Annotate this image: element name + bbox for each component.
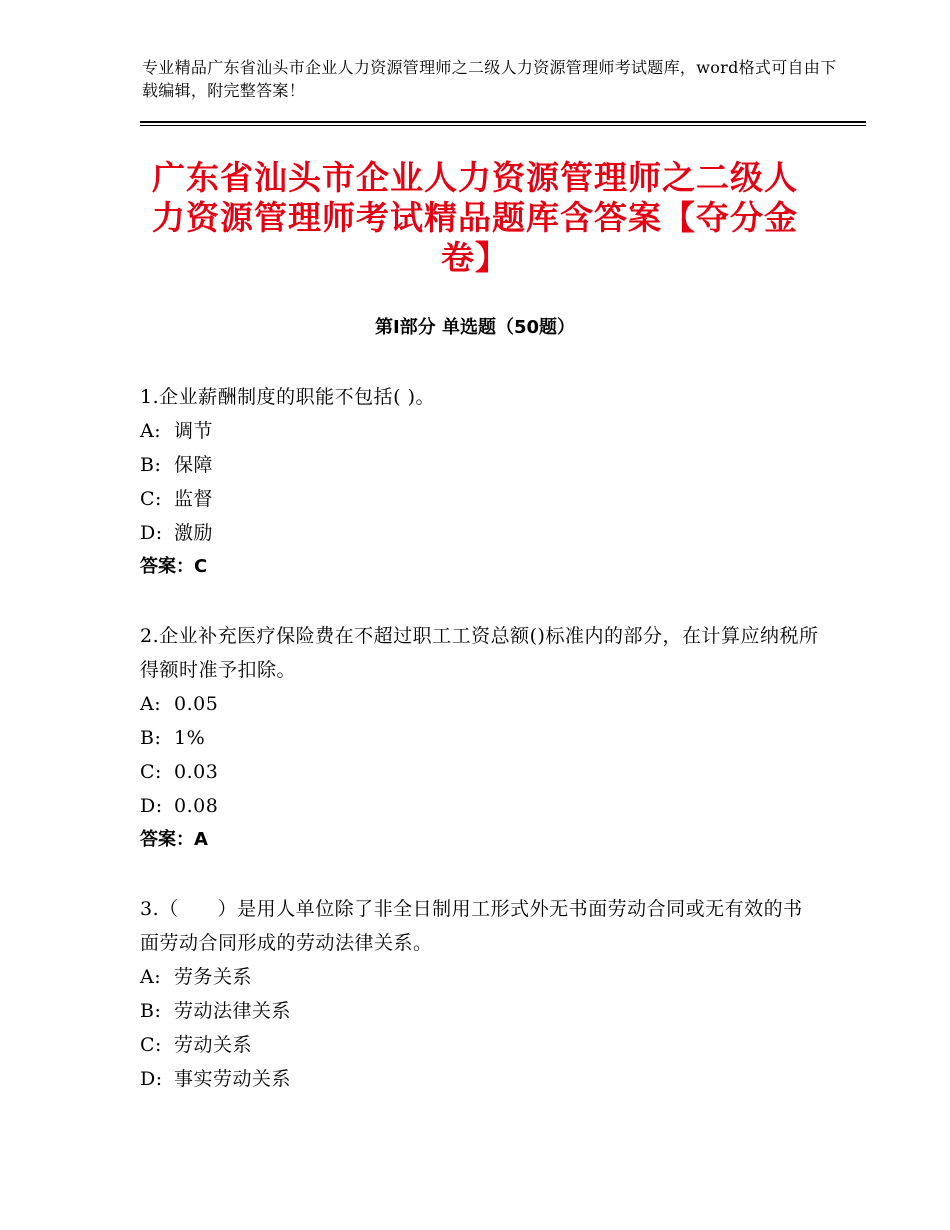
option-c (140, 482, 820, 516)
question-stem: 2.企业补充医疗保险费在不超过职工工资总额()标准内的部分，在计算应纳税所得额时准予扣除。 (140, 625, 819, 681)
header-note: 专业精品广东省汕头市企业人力资源管理师之二级人力资源管理师考试题库，word格式可自由下载编辑，附完整答案！ (142, 58, 837, 100)
option-text: 劳动关系 (174, 1034, 253, 1056)
section-heading: 第Ⅰ部分 单选题（50题） (374, 317, 575, 338)
option-text: 劳务关系 (174, 966, 253, 988)
option-b (140, 721, 820, 755)
option-text: 0.03 (174, 761, 219, 783)
option-a (140, 414, 820, 448)
option-key: D: (140, 795, 163, 817)
option-text: 调节 (174, 420, 214, 442)
question-stem: 3.（ ）是用人单位除了非全日制用工形式外无书面劳动合同或无有效的书面劳动合同形成的劳动法律关系。 (140, 898, 803, 954)
option-b (140, 448, 820, 482)
option-a (140, 687, 820, 721)
option-d (140, 1062, 820, 1096)
option-text: 事实劳动关系 (174, 1068, 292, 1090)
option-key: B: (140, 454, 162, 476)
option-key: A: (140, 966, 162, 988)
header-divider-thin (140, 125, 866, 126)
option-text: 激励 (174, 522, 214, 544)
option-key: A: (140, 420, 162, 442)
option-text: 1% (174, 727, 206, 749)
option-text: 0.05 (174, 693, 219, 715)
option-key: C: (140, 761, 162, 783)
question-1 (140, 380, 820, 584)
answer-label: 答案：A (140, 829, 208, 850)
option-text: 监督 (174, 488, 214, 510)
question-stem: 1.企业薪酬制度的职能不包括( )。 (140, 386, 435, 408)
answer-label: 答案：C (140, 556, 208, 577)
option-key: C: (140, 488, 162, 510)
option-text: 劳动法律关系 (174, 1000, 292, 1022)
header-divider (140, 121, 866, 123)
option-d (140, 516, 820, 550)
document-title: 广东省汕头市企业人力资源管理师之二级人力资源管理师考试精品题库含答案【夺分金卷】 (152, 158, 798, 277)
question-3 (140, 892, 820, 1096)
question-2 (140, 619, 820, 857)
option-b (140, 994, 820, 1028)
option-c (140, 1028, 820, 1062)
option-key: D: (140, 1068, 163, 1090)
option-key: A: (140, 693, 162, 715)
option-key: B: (140, 727, 162, 749)
option-a (140, 960, 820, 994)
option-key: C: (140, 1034, 162, 1056)
option-d (140, 789, 820, 823)
option-text: 保障 (174, 454, 214, 476)
option-c (140, 755, 820, 789)
option-text: 0.08 (174, 795, 219, 817)
option-key: B: (140, 1000, 162, 1022)
option-key: D: (140, 522, 163, 544)
